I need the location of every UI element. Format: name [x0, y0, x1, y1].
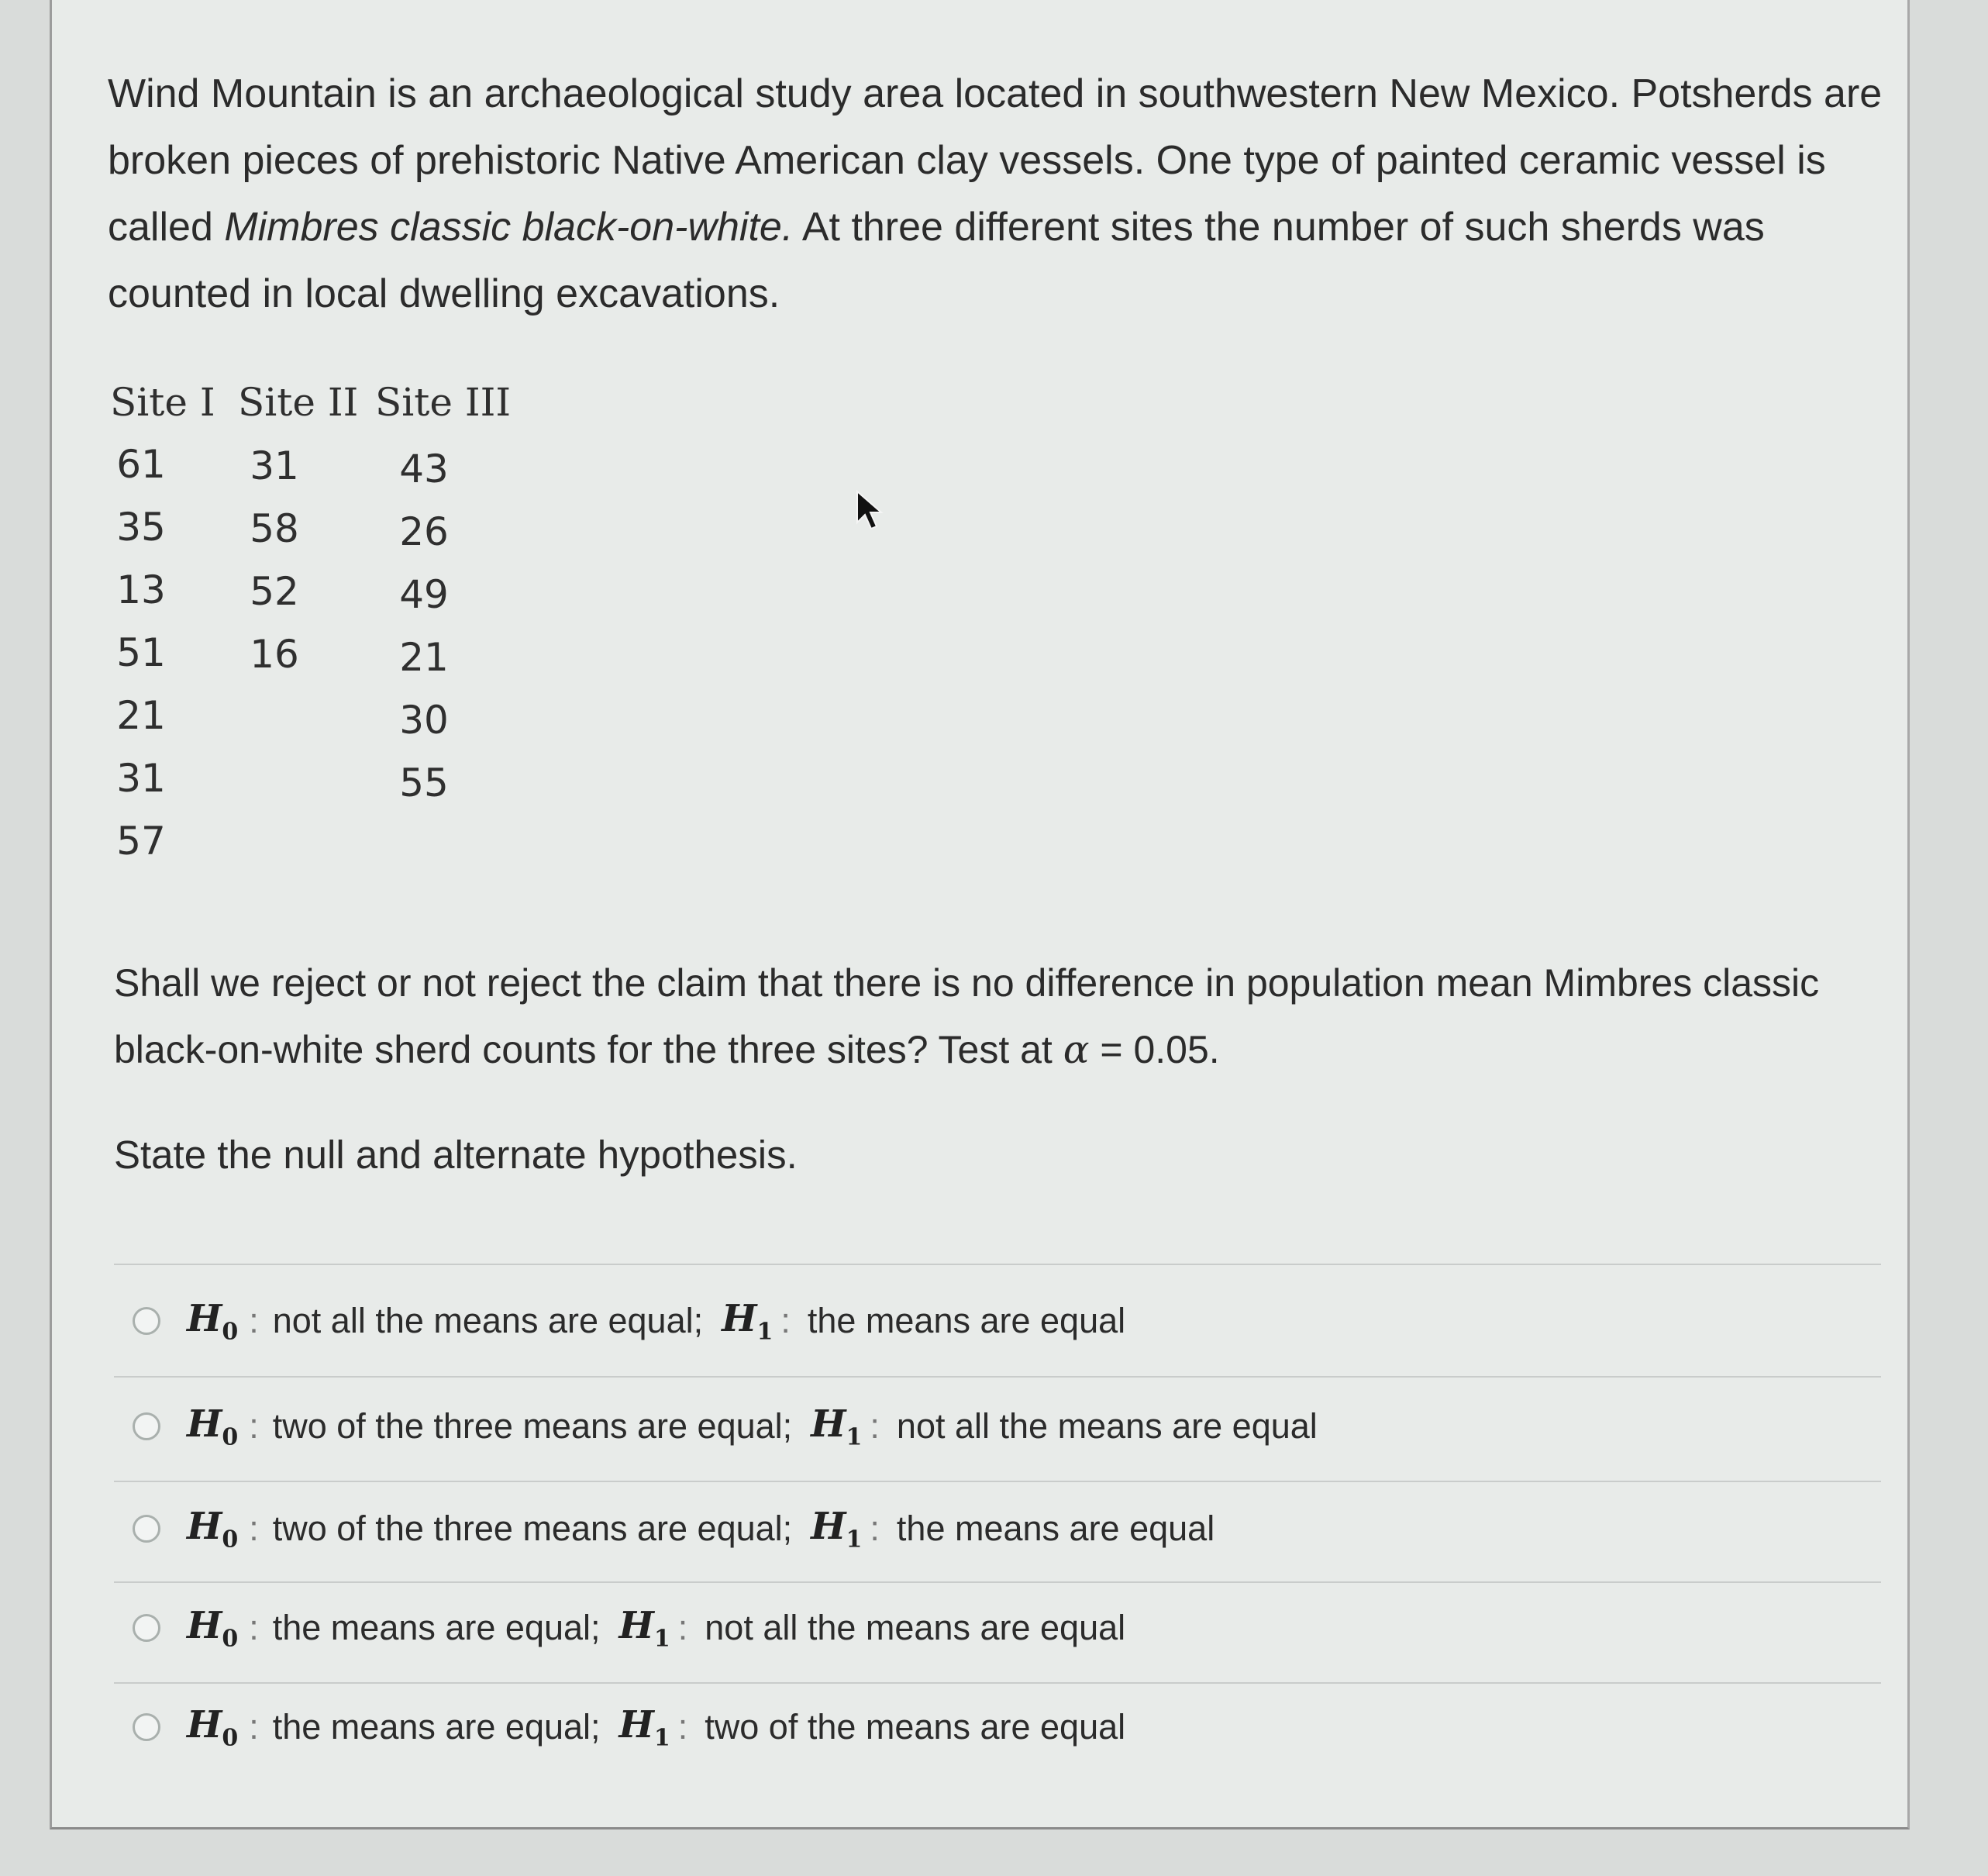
intro-text-2: At three different sites the number of such sherds was counted in local dwelling excavations.	[108, 205, 1765, 316]
alternate-hypothesis-symbol: $H_1$	[811, 1504, 863, 1554]
null-hypothesis-text: the means are equal;	[272, 1707, 601, 1747]
option-divider	[114, 1682, 1881, 1684]
problem-description	[108, 60, 1906, 327]
site1-value: 51	[116, 630, 166, 675]
answer-option-1[interactable]: $H_0$ : not all the means are equal; $H_1$ : the means are equal	[114, 1282, 1881, 1360]
answer-option-4[interactable]: $H_0$ : the means are equal; $H_1$ : not all the means are equal	[114, 1589, 1881, 1667]
null-hypothesis-text: two of the three means are equal;	[272, 1509, 793, 1548]
null-hypothesis-symbol: $H_0$	[187, 1603, 239, 1653]
alternate-hypothesis-text: the means are equal	[896, 1509, 1215, 1548]
site2-value: 58	[250, 506, 299, 551]
site1-value: 61	[116, 442, 166, 487]
site3-value: 55	[399, 760, 449, 805]
site1-value: 13	[116, 567, 166, 612]
site1-value: 35	[116, 505, 166, 550]
intro-emphasis: Mimbres classic black-on-white.	[224, 205, 794, 250]
radio-button[interactable]	[133, 1713, 160, 1741]
site2-value: 16	[250, 632, 299, 677]
question-text	[114, 950, 1858, 1083]
null-hypothesis-text: two of the three means are equal;	[272, 1406, 793, 1446]
header-site-3: Site III	[375, 380, 512, 425]
option-divider	[114, 1481, 1881, 1482]
null-hypothesis-symbol: $H_0$	[187, 1702, 239, 1752]
site3-value: 30	[399, 698, 449, 743]
instruction-text: State the null and alternate hypothesis.	[114, 1133, 798, 1177]
radio-button[interactable]	[133, 1412, 160, 1440]
site3-value: 43	[399, 447, 449, 491]
option-divider	[114, 1264, 1881, 1265]
null-hypothesis-text: not all the means are equal;	[272, 1301, 704, 1340]
site3-value: 21	[399, 635, 449, 680]
alternate-hypothesis-text: not all the means are equal	[705, 1608, 1126, 1647]
alternate-hypothesis-symbol: $H_1$	[722, 1296, 773, 1346]
answer-option-3[interactable]: $H_0$ : two of the three means are equal; $H_1$ : the means are equal	[114, 1490, 1881, 1567]
intro-text-1: Wind Mountain is an archaeological study area located in southwestern New Mexico. Potsherds are broken pieces of prehistoric Native American clay vessels. One type of painted ceramic vessel is called	[108, 71, 1883, 250]
site1-value: 31	[116, 756, 166, 801]
null-hypothesis-symbol: $H_0$	[187, 1402, 239, 1451]
alternate-hypothesis-symbol: $H_1$	[618, 1702, 670, 1752]
option-divider	[114, 1376, 1881, 1378]
site2-value: 52	[250, 569, 299, 614]
header-site-1: Site I	[110, 380, 215, 425]
alternate-hypothesis-text: the means are equal	[807, 1301, 1126, 1340]
option-divider	[114, 1581, 1881, 1583]
site3-value: 26	[399, 509, 449, 554]
question-body: Shall we reject or not reject the claim that there is no difference in population mean Mimbres classic black-on-white sherd counts for the three sites? Test at	[114, 961, 1820, 1071]
null-hypothesis-text: the means are equal;	[272, 1608, 601, 1647]
answer-option-2[interactable]: $H_0$ : two of the three means are equal; $H_1$ : not all the means are equal	[114, 1388, 1881, 1465]
alternate-hypothesis-text: not all the means are equal	[896, 1406, 1318, 1446]
answer-option-5[interactable]: $H_0$ : the means are equal; $H_1$ : two of the means are equal	[114, 1688, 1881, 1766]
null-hypothesis-symbol: $H_0$	[187, 1296, 239, 1346]
alternate-hypothesis-symbol: $H_1$	[811, 1402, 863, 1451]
alternate-hypothesis-symbol: $H_1$	[618, 1603, 670, 1653]
alternate-hypothesis-text: two of the means are equal	[705, 1707, 1126, 1747]
mouse-pointer-icon	[854, 488, 885, 535]
header-site-2: Site II	[238, 380, 359, 425]
radio-button[interactable]	[133, 1307, 160, 1335]
site1-value: 57	[116, 819, 166, 864]
alpha-value: = 0.05.	[1089, 1028, 1220, 1071]
null-hypothesis-symbol: $H_0$	[187, 1504, 239, 1554]
alpha-symbol: α	[1063, 1027, 1090, 1072]
site2-value: 31	[250, 443, 299, 488]
radio-button[interactable]	[133, 1515, 160, 1543]
question-card	[50, 0, 1910, 1829]
site3-value: 49	[399, 572, 449, 617]
site1-value: 21	[116, 693, 166, 738]
radio-button[interactable]	[133, 1614, 160, 1642]
